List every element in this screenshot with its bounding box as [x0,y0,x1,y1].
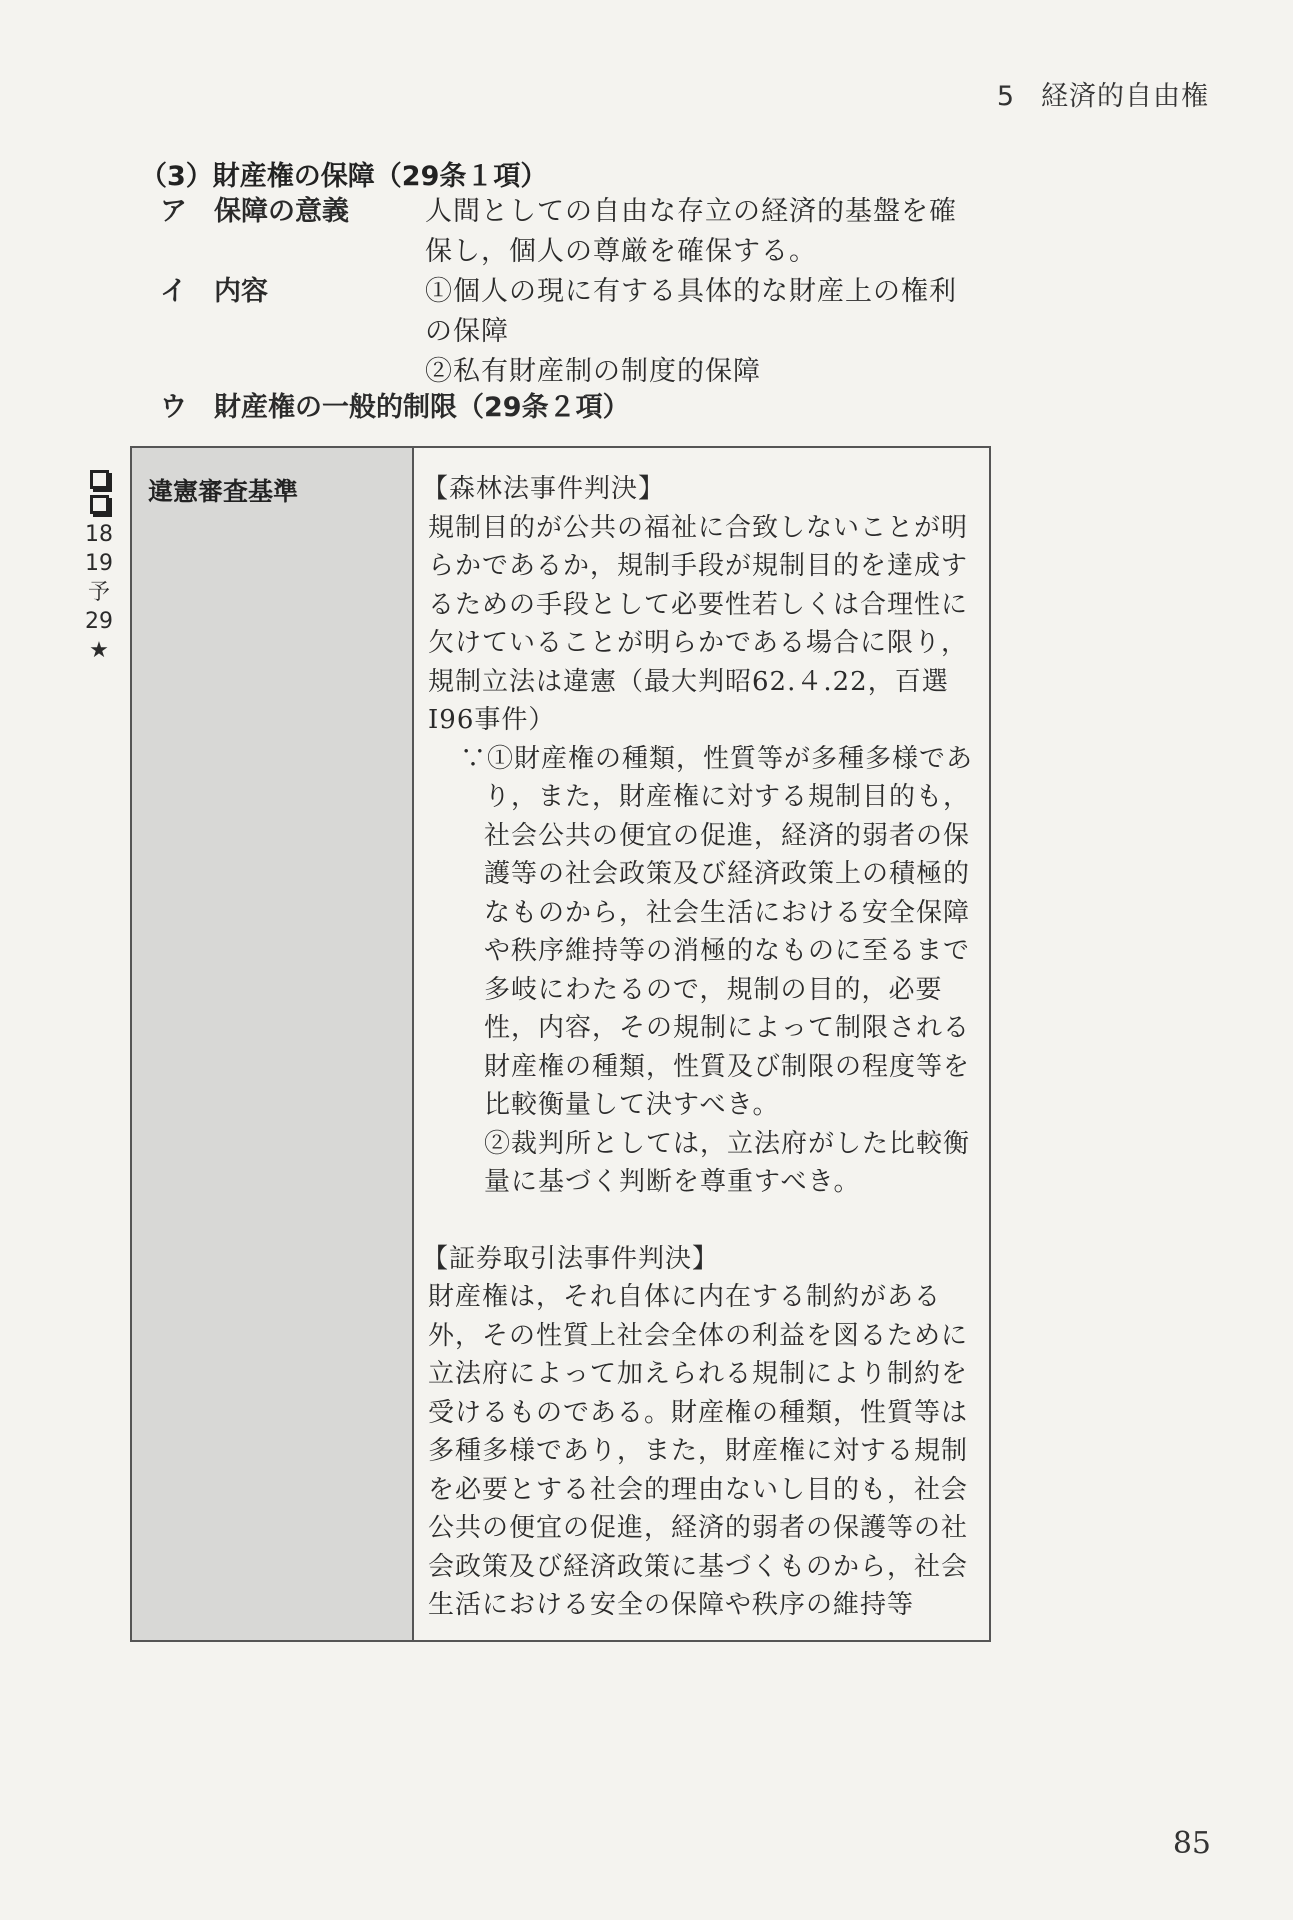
page-number: 85 [1172,1826,1211,1861]
chapter-number: 5 [996,81,1015,112]
item-a-heading: ア 保障の意義 [160,196,349,227]
running-header [997,74,1209,113]
star-icon: ★ [89,638,109,663]
case1-text: 規制目的が公共の福祉に合致しないことが明らかであるか，規制手段が規制目的を達成するための手段として必要性若しくは合理性に欠けていることが明らかである場合に限り，規制立法は違憲（最大判昭62.４.22，百選Ⅰ96事件） [428,512,969,735]
exam-year-19: 19 [85,551,113,576]
checkbox-2[interactable] [90,495,109,514]
case2-text: 財産権は，それ自体に内在する制約がある外，その性質上社会全体の利益を図るために立法府によって加えられる規制により制約を受けるものである。財産権の種類，性質等は多種多様であり，また，財産権に対する規制を必要とする社会的理由ないし目的も，社会公共の便宜の促進，経済的弱者の保護等の社会政策及び経済政策に基づくものから，社会生活における安全の保障や秩序の維持等 [428,1282,969,1620]
chapter-title: 経済的自由権 [1041,81,1209,112]
item-i-heading: イ 内容 [160,276,268,307]
exam-year-29: 29 [85,609,113,634]
exam-year-18: 18 [85,522,113,547]
item-i-body-2: ②私有財産制の制度的保障 [425,356,761,387]
case1-reason-2: ②裁判所としては，立法府がした比較衡量に基づく判断を尊重すべき。 [484,1128,971,1197]
section-title: （3）財産権の保障（29条１項） [140,161,548,192]
review-standard-table [130,446,991,1642]
item-a-body: 人間としての自由な存立の経済的基盤を確保し，個人の尊厳を確保する。 [425,196,957,267]
case2-title: 【証券取引法事件判決】 [422,1243,720,1274]
item-i-body [425,272,965,392]
item-u-heading: ウ 財産権の一般的制限（29条２項） [160,392,630,423]
case1-title: 【森林法事件判決】 [422,474,666,504]
item-i-body-1: ①個人の現に有する具体的な財産上の権利の保障 [425,276,957,347]
table-label-cell [132,448,414,1640]
case1-reason-1: ∵①財産権の種類，性質等が多種多様であり，また，財産権に対する規制目的も，社会公共の便宜の促進，経済的弱者の保護等の社会政策及び経済政策上の積極的なものから，社会生活における安全保障や秩序維持等の消極的なものに至るまで多岐にわたるので，規制の目的，必要性，内容，その規制によって制限される財産権の種類，性質及び制限の程度等を比較衡量して決すべき。 [460,743,974,1120]
exam-yobi: 予 [87,580,110,605]
checkbox-1[interactable] [90,470,109,489]
table-content-cell [414,448,989,1640]
table-label: 違憲審査基準 [148,477,299,506]
margin-marks [84,468,114,665]
